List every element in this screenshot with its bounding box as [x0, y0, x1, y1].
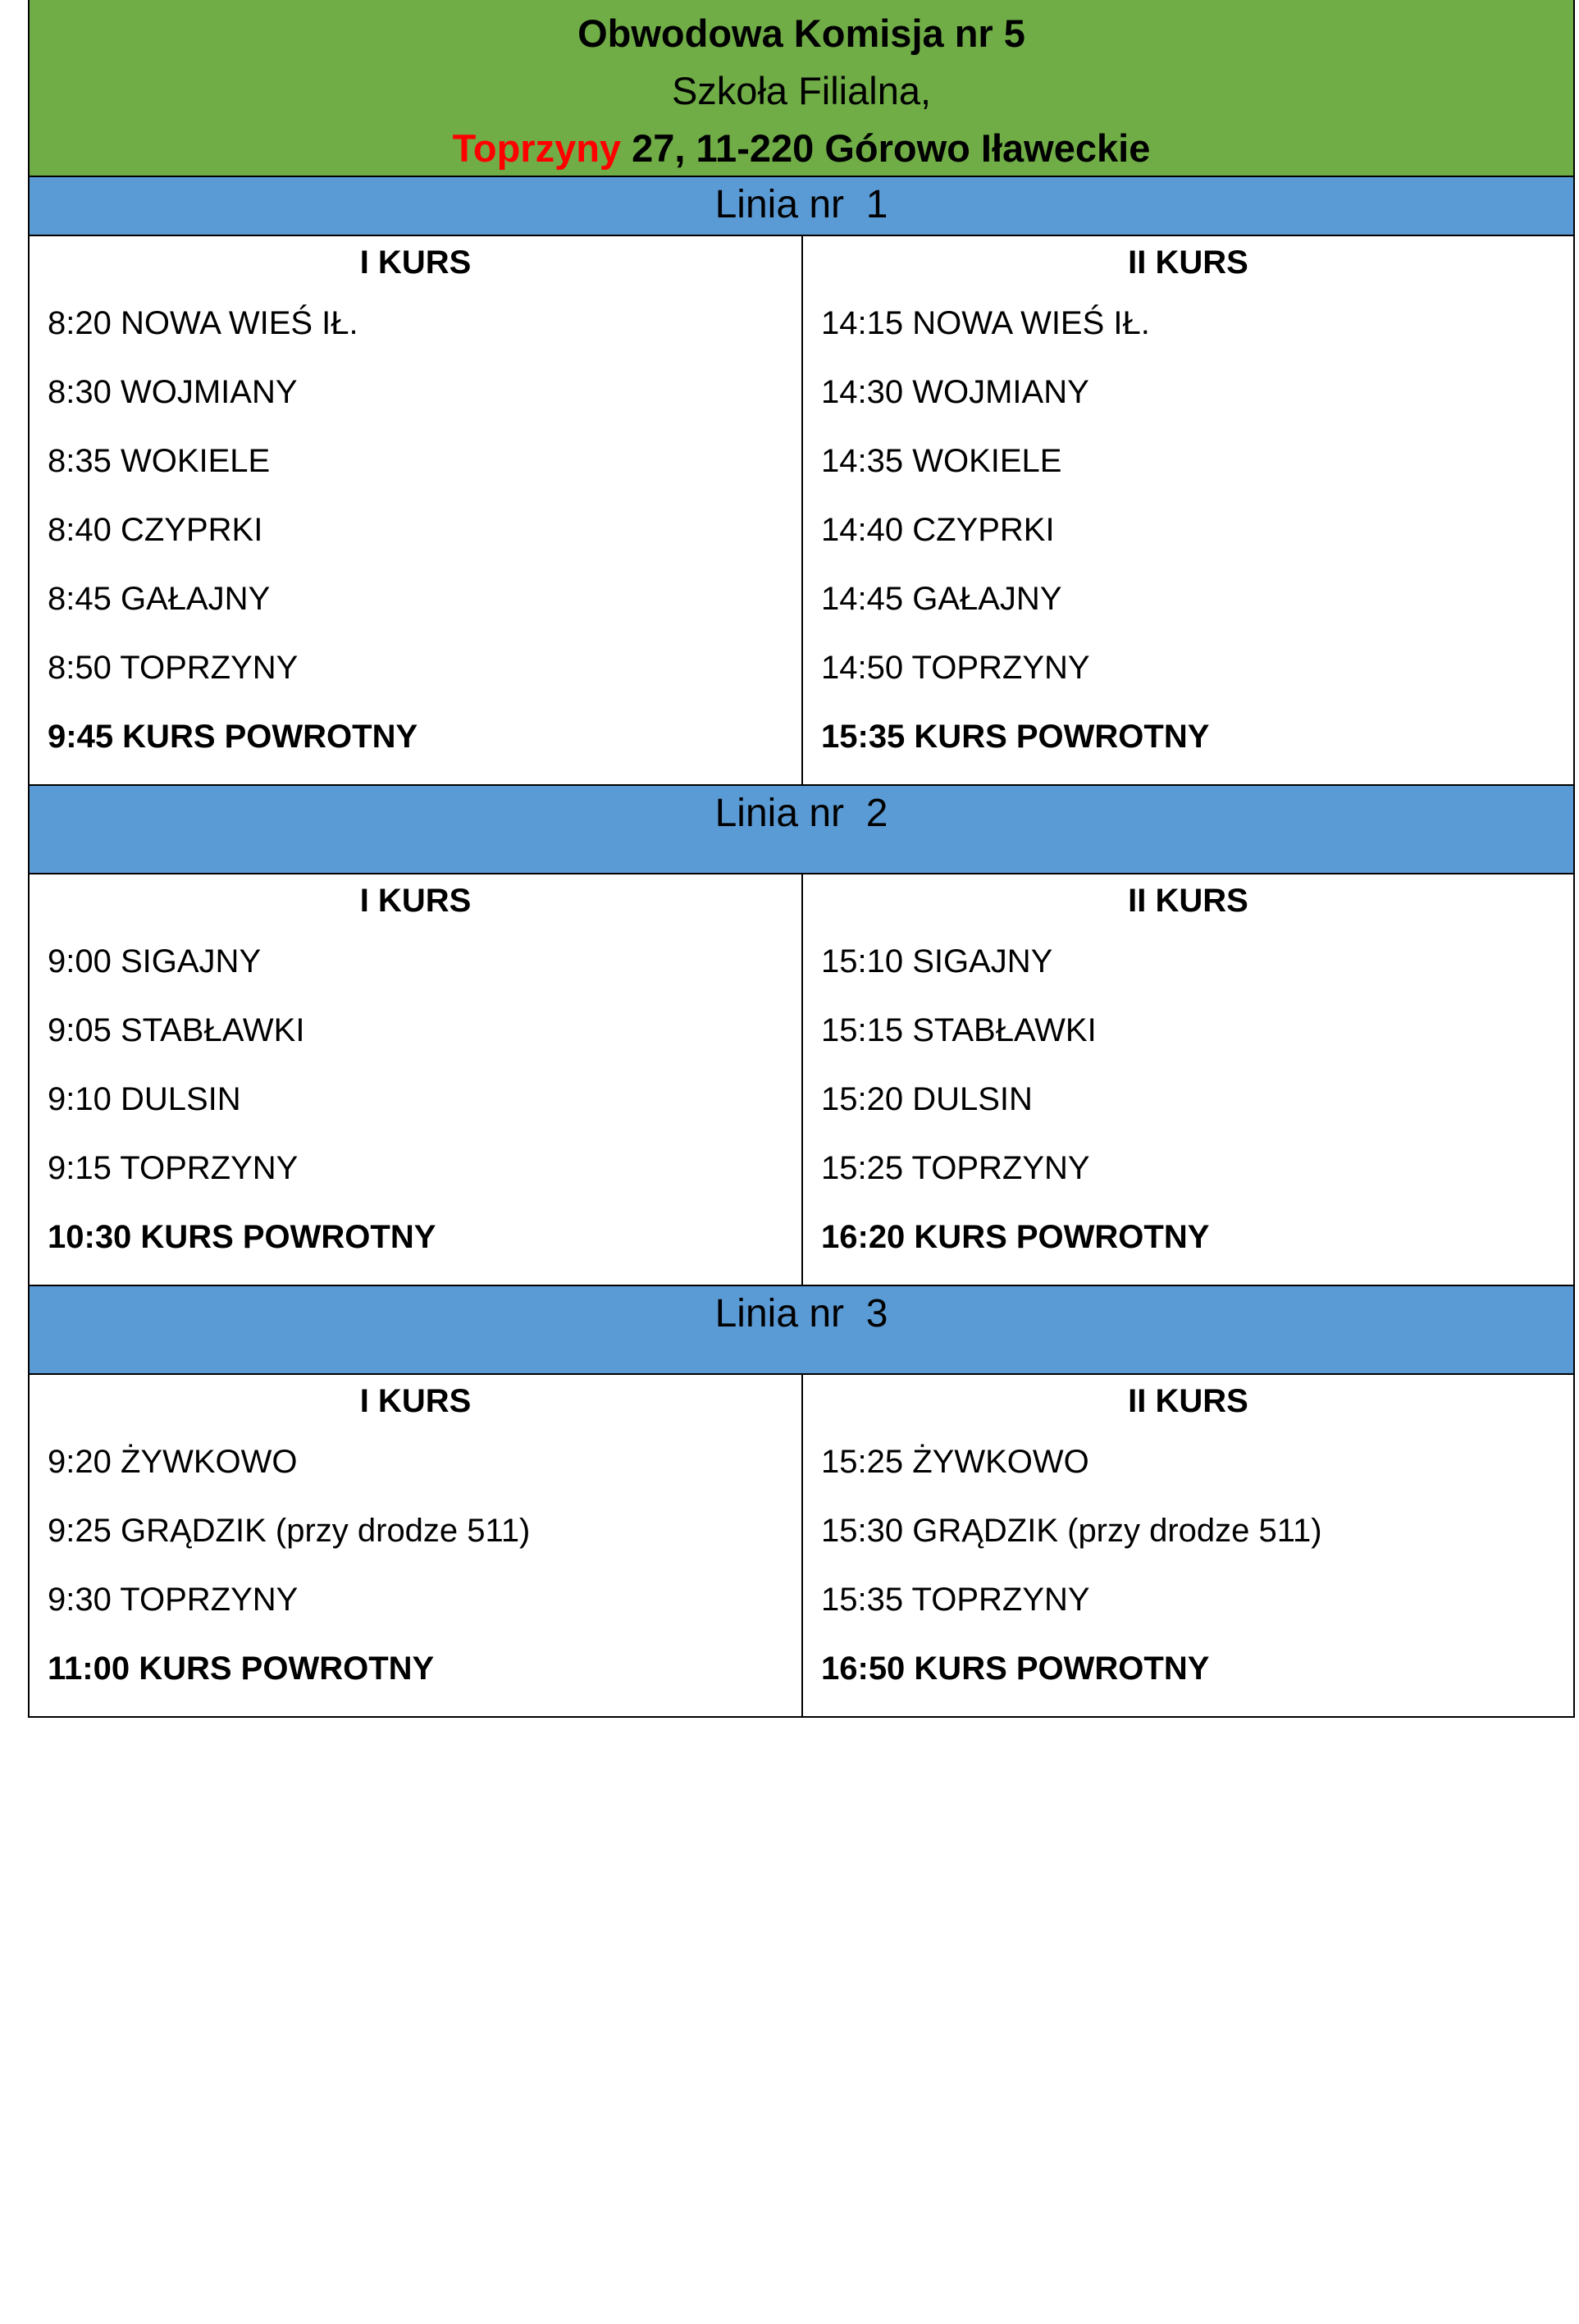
stop-item: 14:35 WOKIELE [821, 443, 1062, 479]
stop-item: 8:40 CZYPRKI [48, 512, 263, 548]
stop-item: 15:35 TOPRZYNY [821, 1582, 1090, 1618]
course-title: II KURS [1128, 244, 1248, 281]
stop-item: 9:30 TOPRZYNY [48, 1582, 299, 1618]
stop-item: 8:30 WOJMIANY [48, 374, 298, 410]
line-1-header [30, 177, 1573, 236]
line-1-course-2 [801, 236, 1573, 784]
stop-item: 9:00 SIGAJNY [48, 943, 262, 979]
line-3-grid [30, 1375, 1573, 1716]
stop-item: 15:20 DULSIN [821, 1081, 1033, 1117]
stop-item: 8:45 GAŁAJNY [48, 581, 271, 617]
line-3-title: Linia nr 3 [714, 1292, 888, 1336]
stop-item: 8:35 WOKIELE [48, 443, 271, 479]
stop-item: 8:50 TOPRZYNY [48, 650, 299, 686]
address-rest: 27, 11-220 Górowo Iławeckie [621, 126, 1151, 170]
return-course: 9:45 KURS POWROTNY [48, 719, 418, 755]
stop-item: 8:20 NOWA WIEŚ IŁ. [48, 305, 358, 341]
stop-item: 9:05 STABŁAWKI [48, 1012, 305, 1048]
course-title: II KURS [1128, 883, 1248, 919]
stop-item: 14:45 GAŁAJNY [821, 581, 1062, 617]
stop-item: 14:40 CZYPRKI [821, 512, 1055, 548]
course-title: I KURS [359, 883, 472, 919]
stop-item: 9:10 DULSIN [48, 1081, 241, 1117]
school-name: Szkoła Filialna, [671, 69, 932, 112]
line-2-header [30, 784, 1573, 874]
course-title: II KURS [1128, 1383, 1248, 1419]
address-line [30, 120, 1573, 177]
stop-item: 15:25 TOPRZYNY [821, 1150, 1090, 1186]
stop-item: 9:25 GRĄDZIK (przy drodze 511) [48, 1513, 531, 1549]
stop-item: 15:30 GRĄDZIK (przy drodze 511) [821, 1513, 1322, 1549]
header-banner [30, 0, 1573, 177]
line-1-course-1 [30, 236, 801, 784]
schedule-document [28, 0, 1575, 1718]
stop-item: 15:25 ŻYWKOWO [821, 1444, 1089, 1480]
return-course: 10:30 KURS POWROTNY [48, 1219, 436, 1255]
line-3-course-2 [801, 1375, 1573, 1716]
stop-item: 14:50 TOPRZYNY [821, 650, 1090, 686]
line-3-header [30, 1285, 1573, 1375]
line-1-title: Linia nr 1 [714, 183, 888, 226]
stop-item: 15:15 STABŁAWKI [821, 1012, 1097, 1048]
return-course: 15:35 KURS POWROTNY [821, 719, 1210, 755]
stop-item: 9:15 TOPRZYNY [48, 1150, 299, 1186]
line-2-course-2 [801, 874, 1573, 1285]
return-course: 16:20 KURS POWROTNY [821, 1219, 1210, 1255]
address-village: Toprzyny [452, 126, 622, 170]
stop-item: 9:20 ŻYWKOWO [48, 1444, 298, 1480]
line-2-title: Linia nr 2 [714, 792, 888, 835]
return-course: 11:00 KURS POWROTNY [48, 1651, 435, 1687]
line-1-grid [30, 236, 1573, 784]
line-3-course-1 [30, 1375, 801, 1716]
line-2-course-1 [30, 874, 801, 1285]
return-course: 16:50 KURS POWROTNY [821, 1651, 1210, 1687]
stop-item: 15:10 SIGAJNY [821, 943, 1053, 979]
course-title: I KURS [359, 1383, 472, 1419]
line-2-grid [30, 874, 1573, 1285]
stop-item: 14:30 WOJMIANY [821, 374, 1089, 410]
stop-item: 14:15 NOWA WIEŚ IŁ. [821, 305, 1150, 341]
commission-title: Obwodowa Komisja nr 5 [577, 11, 1025, 55]
course-title: I KURS [359, 244, 472, 281]
